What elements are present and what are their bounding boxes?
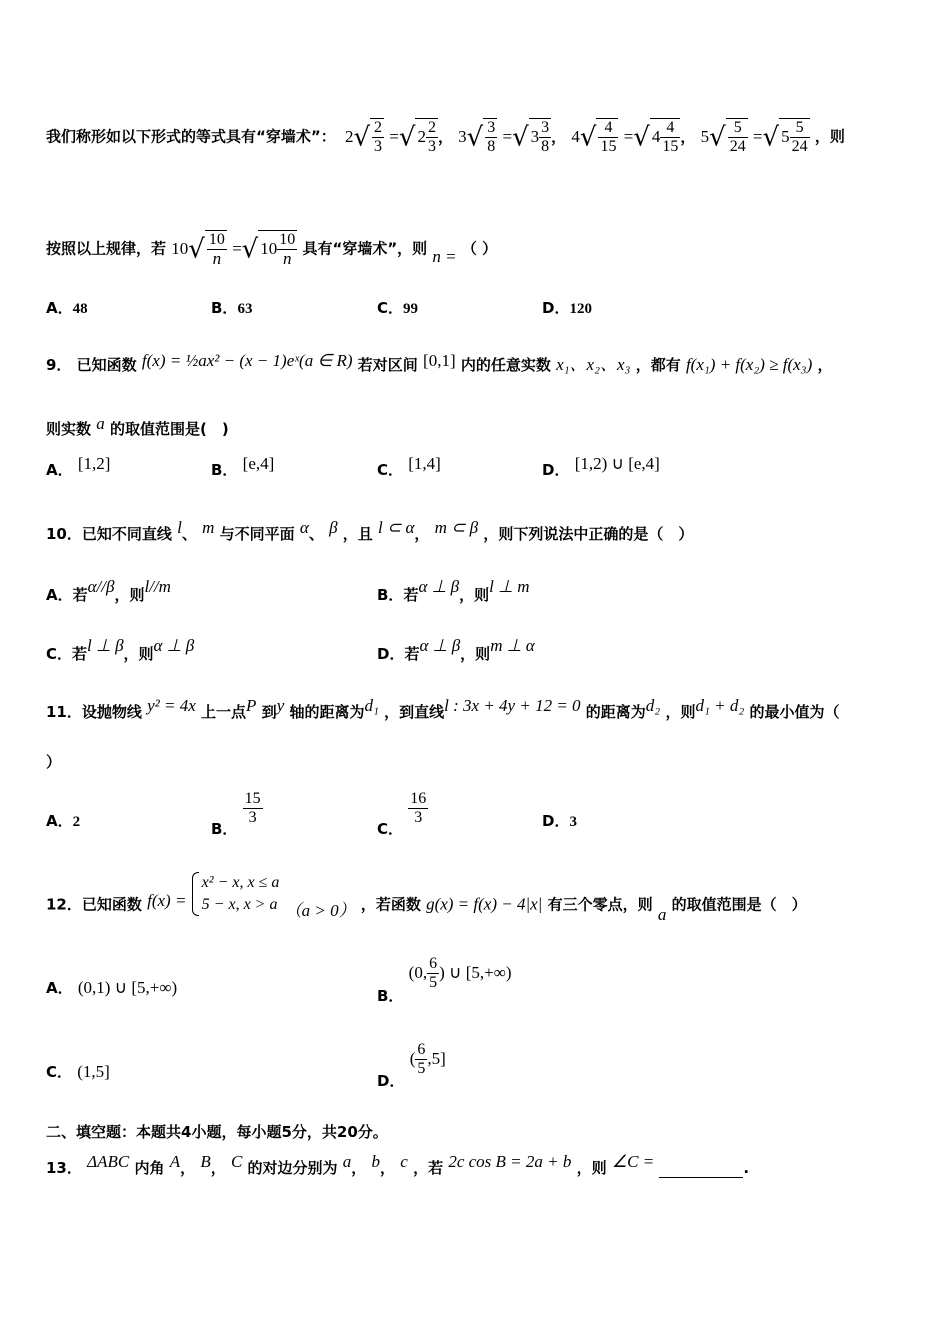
q8-line2-text-b: 具有“穿墙术”，则 (302, 239, 428, 258)
q8-option-c[interactable]: C．99 (377, 299, 419, 317)
q9-line2 (46, 414, 229, 439)
q8-example-3: 4√ $\frac{4}{15}$ =√ 4 $\frac{4}{15}$ ， (571, 119, 701, 155)
q10-option-a[interactable]: A．若α//β，则l//m (46, 577, 171, 604)
q9-function: f(x) = ½ax² − (x − 1)eˣ(a ∈ R) (141, 351, 353, 370)
q9-text-e: ， (817, 356, 833, 374)
q8-example-4: 5√ $\frac{5}{24}$ =√ 5 $\frac{5}{24}$ (700, 119, 808, 155)
section2-heading: 二、填空题：本题共4小题，每小题5分，共20分。 (46, 1123, 388, 1141)
q8-intro: 我们称形如以下形式的等式具有“穿墙术”： (46, 127, 336, 146)
q8-example-1: 2√ $\frac{2}{3}$ =√ 2 $\frac{2}{3}$ ， (344, 119, 459, 155)
q8-paren: （ ） (461, 239, 498, 258)
q9-inequality: f(x₁) + f(x₂) ≥ f(x₃) (685, 355, 813, 374)
q9-text-d: ，都有 (635, 356, 681, 374)
q8-line2-text-a: 按照以上规律，若 (46, 239, 167, 258)
q9-interval: [0,1] (423, 351, 456, 370)
q8-example-2: 3√ $\frac{3}{8}$ =√ 3 $\frac{3}{8}$ ， (458, 119, 572, 155)
q9-text-a: 已知函数 (76, 356, 137, 374)
q12-option-c[interactable]: C． (1,5] (46, 1062, 110, 1081)
q8-option-b[interactable]: B．63 (211, 299, 253, 317)
q11-option-d[interactable]: D．3 (542, 812, 577, 830)
q11-option-a[interactable]: A．2 (46, 812, 81, 830)
q10-option-d[interactable]: D．若α ⊥ β，则m ⊥ α (377, 636, 535, 663)
q8-option-d[interactable]: D．120 (542, 299, 592, 317)
q9-option-b[interactable]: B． [e,4] (211, 454, 275, 479)
q9-option-a[interactable]: A． [1,2] (46, 454, 111, 479)
q9-text-c: 内的任意实数 (460, 356, 551, 374)
q12-option-b[interactable]: B． (0, $\frac{6}{5}$ ) ∪ [5,+∞) (377, 955, 512, 1005)
q8-ask: n = (432, 246, 457, 266)
q12-piecewise: x² − x, x ≤ a 5 − x, x > a (192, 872, 280, 916)
q12-option-d[interactable]: D． ( $\frac{6}{5}$ ,5] (377, 1041, 446, 1090)
q11-option-c[interactable]: C． $\frac{16}{3}$ (377, 790, 427, 838)
q8-condition: 10√ $\frac{10}{n}$ =√ 10 $\frac{10}{n}$ (171, 231, 296, 268)
q9-var-a: a (96, 414, 105, 433)
q11-option-b[interactable]: B． $\frac{15}{3}$ (211, 790, 261, 838)
q9-line2-text-a: 则实数 (46, 420, 92, 438)
q11-line1: 11．设抛物线 y² = 4x 上一点P 到y 轴的距离为d₁ ，到直线l : 3x + 4y + 12 = 0 的距离为d₂ ，则d₁ + d₂ 的最小值为（ (46, 696, 840, 721)
q10-option-c[interactable]: C．若l ⊥ β，则α ⊥ β (46, 636, 195, 663)
q9-option-d[interactable]: D． [1,2) ∪ [e,4] (542, 454, 660, 479)
q9-option-c[interactable]: C． [1,4] (377, 454, 441, 479)
q10-line: 10．已知不同直线 l、 m 与不同平面 α、 β ，且 l ⊂ α， m ⊂ β ，则下列说法中正确的是（ ） (46, 518, 694, 543)
q9-vars: x₁、x₂、x₃ (556, 355, 631, 374)
q13-answer-blank[interactable] (659, 1161, 743, 1178)
q8-option-a[interactable]: A．48 (46, 299, 88, 317)
q8-line1 (46, 118, 845, 156)
q10-option-b[interactable]: B．若α ⊥ β，则l ⊥ m (377, 577, 530, 604)
q8-line2 (46, 230, 497, 268)
q9-line1 (46, 351, 833, 375)
q11-line2: ） (46, 753, 62, 771)
q9-number: 9． (46, 356, 72, 374)
q9-line2-text-b: 的取值范围是( ) (109, 420, 229, 438)
q12-line: 12．已知函数 f(x) = x² − x, x ≤ a 5 − x, x > a （a > 0） ，若函数 g(x) = f(x) − 4|x| 有三个零点，则 a 的取值范围是（ ） (46, 874, 807, 924)
q9-text-b: 若对区间 (357, 356, 418, 374)
q13-line: 13． ΔABC 内角 A， B， C 的对边分别为 a， b， c ，若 2c cos B = 2a + b ，则 ∠C = . (46, 1152, 750, 1177)
q8-tail: ，则 (814, 127, 845, 146)
q12-option-a[interactable]: A． (0,1) ∪ [5,+∞) (46, 978, 178, 997)
